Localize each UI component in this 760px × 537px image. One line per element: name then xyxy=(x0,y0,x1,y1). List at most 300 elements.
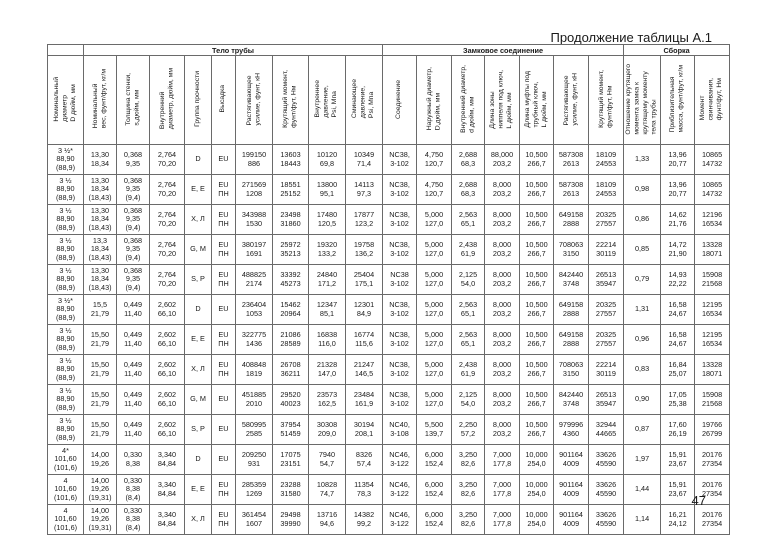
table-cell: 10,000 254,0 xyxy=(520,505,554,535)
section-assembly: Сборка xyxy=(624,45,730,56)
column-header-label: Крутящий момент, фунт/фут, Нм xyxy=(597,70,614,128)
column-header-label: Длина муфты под трубный ключ, L дюйм, мм xyxy=(523,70,548,128)
table-cell: NC38, 3-102 xyxy=(383,175,417,205)
column-header xyxy=(212,56,236,145)
table-cell: EU ПН xyxy=(212,205,236,235)
table-cell: 0,368 9,35 xyxy=(117,145,150,175)
table-cell: D xyxy=(185,295,212,325)
table-cell: 8,000 203,2 xyxy=(485,295,520,325)
table-cell: 5,000 127,0 xyxy=(417,235,452,265)
table-cell: 29498 39990 xyxy=(273,505,309,535)
table-row xyxy=(48,295,730,325)
table-cell: 343988 1530 xyxy=(236,205,273,235)
table-cell: 649158 2888 xyxy=(554,295,589,325)
table-cell: 14,72 21,90 xyxy=(661,235,695,265)
column-header-label: Внутренний диаметр, d дюйм, мм xyxy=(459,65,476,133)
table-cell: NC38, 3-102 xyxy=(383,325,417,355)
table-cell: 33392 45273 xyxy=(273,265,309,295)
section-empty-cell xyxy=(48,45,84,56)
table-cell: 361454 1607 xyxy=(236,505,273,535)
table-cell: G, M xyxy=(185,235,212,265)
table-cell: NC46, 3-122 xyxy=(383,475,417,505)
table-cell: 10,500 266,7 xyxy=(520,205,554,235)
table-row xyxy=(48,475,730,505)
table-cell: 22214 30119 xyxy=(589,235,624,265)
column-header-label: Растягивающее усилие, фунт, кН xyxy=(245,72,261,126)
table-cell: 2,602 66,10 xyxy=(150,415,185,445)
table-cell: 901164 4009 xyxy=(554,475,589,505)
table-cell: 3 ½ 88,90 (88,9) xyxy=(48,325,84,355)
table-cell: 0,368 9,35 (9,4) xyxy=(117,265,150,295)
column-header-label: Толщина стенки, s,дюйм, мм xyxy=(124,72,140,126)
table-cell: NC46, 3-122 xyxy=(383,445,417,475)
table-row xyxy=(48,325,730,355)
table-cell: EU ПН xyxy=(212,265,236,295)
table-cell: 18109 24553 xyxy=(589,145,624,175)
table-cell: NC38, 3-102 xyxy=(383,205,417,235)
table-cell: 14,93 22,22 xyxy=(661,265,695,295)
table-cell: 15908 21568 xyxy=(695,385,730,415)
table-cell: S, P xyxy=(185,415,212,445)
column-header xyxy=(695,56,730,145)
table-cell: 17075 23151 xyxy=(273,445,309,475)
table-cell: 7,000 177,8 xyxy=(485,505,520,535)
table-row xyxy=(48,145,730,175)
table-cell: 6,000 152,4 xyxy=(417,505,452,535)
table-cell: 5,000 127,0 xyxy=(417,355,452,385)
table-cell: 0,330 8,38 xyxy=(117,445,150,475)
table-cell: 1,31 xyxy=(624,295,661,325)
table-row xyxy=(48,355,730,385)
table-cell: 12195 16534 xyxy=(695,325,730,355)
table-cell: 10,500 266,7 xyxy=(520,355,554,385)
table-cell: 2,438 61,9 xyxy=(452,235,485,265)
table-cell: 13,30 18,34 (18,43) xyxy=(84,175,117,205)
column-header-label: Момент свинчивания, фунт/фут, Нм xyxy=(699,77,724,121)
column-header xyxy=(485,56,520,145)
table-cell: 0,449 11,40 xyxy=(117,355,150,385)
table-cell: 12196 16534 xyxy=(695,205,730,235)
table-cell: 23498 31860 xyxy=(273,205,309,235)
table-cell: 2,563 65,1 xyxy=(452,325,485,355)
table-cell: 4 101,60 (101,6) xyxy=(48,505,84,535)
table-cell: 322775 1436 xyxy=(236,325,273,355)
table-cell: 408848 1819 xyxy=(236,355,273,385)
column-header-label: Группа прочности xyxy=(193,71,201,127)
column-header-label: Номинальный вес, фунт/фут, кг/м xyxy=(91,69,107,129)
table-cell: 8,000 203,2 xyxy=(485,355,520,385)
table-cell: 4,750 120,7 xyxy=(417,175,452,205)
column-header xyxy=(309,56,346,145)
table-cell: 21086 28589 xyxy=(273,325,309,355)
table-row xyxy=(48,385,730,415)
column-header xyxy=(117,56,150,145)
table-cell: 0,85 xyxy=(624,235,661,265)
table-cell: 649158 2888 xyxy=(554,205,589,235)
table-cell: NC38, 3-102 xyxy=(383,145,417,175)
section-pipe-body: Тело трубы xyxy=(84,45,383,56)
table-cell: 0,449 11,40 xyxy=(117,385,150,415)
table-cell: 708063 3150 xyxy=(554,235,589,265)
table-cell: D xyxy=(185,445,212,475)
table-cell: 10828 74,7 xyxy=(309,475,346,505)
table-cell: NC38 3-102 xyxy=(383,265,417,295)
table-cell: 2,125 54,0 xyxy=(452,265,485,295)
table-cell: NC40, 3-108 xyxy=(383,415,417,445)
table-cell: 8,000 203,2 xyxy=(485,175,520,205)
column-header xyxy=(589,56,624,145)
table-cell: EU xyxy=(212,145,236,175)
table-cell: 10,500 266,7 xyxy=(520,415,554,445)
table-cell: 2,764 70,20 xyxy=(150,145,185,175)
table-cell: 3,340 84,84 xyxy=(150,505,185,535)
table-body xyxy=(48,145,730,535)
table-cell: 2,602 66,10 xyxy=(150,355,185,385)
table-cell: 23288 31580 xyxy=(273,475,309,505)
table-cell: 13800 95,1 xyxy=(309,175,346,205)
table-cell: 33626 45590 xyxy=(589,475,624,505)
table-cell: 3,340 84,84 xyxy=(150,475,185,505)
table-cell: 14113 97,3 xyxy=(346,175,383,205)
table-cell: 19320 133,2 xyxy=(309,235,346,265)
column-header-label: Наружный диаметр, D,дюйм, мм xyxy=(425,67,442,131)
table-cell: 20176 27354 xyxy=(695,445,730,475)
table-cell: 587308 2613 xyxy=(554,145,589,175)
table-cell: 2,688 68,3 xyxy=(452,145,485,175)
table-cell: 1,33 xyxy=(624,145,661,175)
table-cell: 7,000 177,8 xyxy=(485,475,520,505)
table-cell: 5,000 127,0 xyxy=(417,295,452,325)
table-cell: NC46, 3-122 xyxy=(383,505,417,535)
table-cell: EU xyxy=(212,445,236,475)
table-row xyxy=(48,235,730,265)
table-cell: 8326 57,4 xyxy=(346,445,383,475)
table-cell: 14,62 21,76 xyxy=(661,205,695,235)
column-header xyxy=(48,56,84,145)
table-cell: 8,000 203,2 xyxy=(485,205,520,235)
table-cell: 2,764 70,20 xyxy=(150,265,185,295)
table-cell: 17877 123,2 xyxy=(346,205,383,235)
table-cell: 0,330 8,38 (8,4) xyxy=(117,505,150,535)
column-header xyxy=(383,56,417,145)
table-cell: 3 ½ 88,90 (88,9) xyxy=(48,205,84,235)
table-cell: 26513 35947 xyxy=(589,265,624,295)
table-cell: EU ПН xyxy=(212,325,236,355)
table-cell: 23484 161,9 xyxy=(346,385,383,415)
table-cell: 4* 101,60 (101,6) xyxy=(48,445,84,475)
table-cell: 1,14 xyxy=(624,505,661,535)
column-header-label: Высадка xyxy=(219,85,227,113)
table-cell: 1,97 xyxy=(624,445,661,475)
table-cell: 20325 27557 xyxy=(589,325,624,355)
table-cell: 2,125 54,0 xyxy=(452,385,485,415)
table-cell: 29520 40023 xyxy=(273,385,309,415)
table-cell: 8,000 203,2 xyxy=(485,325,520,355)
table-cell: 13,30 18,34 xyxy=(84,145,117,175)
table-cell: NC38, 3-102 xyxy=(383,295,417,325)
table-cell: 236404 1053 xyxy=(236,295,273,325)
table-row xyxy=(48,175,730,205)
table-cell: 14382 99,2 xyxy=(346,505,383,535)
table-cell: 649158 2888 xyxy=(554,325,589,355)
table-cell: 0,90 xyxy=(624,385,661,415)
table-cell: 20325 27557 xyxy=(589,295,624,325)
table-cell: 13716 94,6 xyxy=(309,505,346,535)
table-cell: 3 ½ 88,90 (88,9) xyxy=(48,415,84,445)
table-cell: NC38, 3-102 xyxy=(383,385,417,415)
table-cell: 3 ½ 88,90 (88,9) xyxy=(48,385,84,415)
column-header xyxy=(417,56,452,145)
column-header-label: Длина зоны ниппеля под ключ, L дюйм, мм xyxy=(489,69,514,129)
table-cell: 2,438 61,9 xyxy=(452,355,485,385)
table-cell: 21328 147,0 xyxy=(309,355,346,385)
table-cell: EU ПН xyxy=(212,355,236,385)
table-cell: NC38, 3-102 xyxy=(383,355,417,385)
table-cell: EU ПН xyxy=(212,175,236,205)
table-cell: 3 ½ 88,90 (88,9) xyxy=(48,235,84,265)
table-cell: 12195 16534 xyxy=(695,295,730,325)
table-cell: EU xyxy=(212,415,236,445)
column-header-label: Соединение xyxy=(395,79,403,119)
table-row xyxy=(48,265,730,295)
table-cell: 15,50 21,79 xyxy=(84,325,117,355)
table-cell: 0,79 xyxy=(624,265,661,295)
table-cell: 25972 35213 xyxy=(273,235,309,265)
table-cell: 0,449 11,40 xyxy=(117,415,150,445)
table-cell: 6,000 152,4 xyxy=(417,445,452,475)
table-cell: 88,000 203,2 xyxy=(485,145,520,175)
column-header xyxy=(520,56,554,145)
table-cell: 10,500 266,7 xyxy=(520,295,554,325)
table-cell: 0,368 9,35 (9,4) xyxy=(117,235,150,265)
table-cell: Е, Е xyxy=(185,475,212,505)
table-cell: 21247 146,5 xyxy=(346,355,383,385)
table-cell: 14,00 19,26 xyxy=(84,445,117,475)
table-cell: 3,340 84,84 xyxy=(150,445,185,475)
table-cell: 12301 84,9 xyxy=(346,295,383,325)
table-cell: 2,602 66,10 xyxy=(150,325,185,355)
table-cell: 0,330 8,38 (8,4) xyxy=(117,475,150,505)
table-cell: 271569 1208 xyxy=(236,175,273,205)
table-cell: 15462 20964 xyxy=(273,295,309,325)
table-cell: 2,602 66,10 xyxy=(150,385,185,415)
table-cell: 0,368 9,35 (9,4) xyxy=(117,175,150,205)
table-cell: 30194 208,1 xyxy=(346,415,383,445)
column-header xyxy=(346,56,383,145)
column-header-label: Отношение крутящего момента замка к крутящему моменту тела трубы xyxy=(625,63,658,135)
table-cell: 3 ½ 88,90 (88,9) xyxy=(48,355,84,385)
column-header xyxy=(150,56,185,145)
table-cell: 2,688 68,3 xyxy=(452,175,485,205)
table-cell: 0,449 11,40 xyxy=(117,325,150,355)
table-cell: 17480 120,5 xyxy=(309,205,346,235)
table-cell: 16,84 25,07 xyxy=(661,355,695,385)
table-cell: 10,500 266,7 xyxy=(520,385,554,415)
table-cell: 15,5 21,79 xyxy=(84,295,117,325)
table-cell: 17,60 26,19 xyxy=(661,415,695,445)
table-cell: 7,000 177,8 xyxy=(485,445,520,475)
table-cell: 5,500 139,7 xyxy=(417,415,452,445)
table-cell: 15,50 21,79 xyxy=(84,385,117,415)
table-cell: 10,000 254,0 xyxy=(520,475,554,505)
table-cell: 10,500 266,7 xyxy=(520,145,554,175)
table-cell: 1,44 xyxy=(624,475,661,505)
table-cell: 10,500 266,7 xyxy=(520,235,554,265)
table-cell: 22214 30119 xyxy=(589,355,624,385)
table-cell: 10,500 266,7 xyxy=(520,325,554,355)
table-cell: 15,50 21,79 xyxy=(84,415,117,445)
table-cell: 5,000 127,0 xyxy=(417,265,452,295)
table-cell: Е, Е xyxy=(185,175,212,205)
table-cell: 3,250 82,6 xyxy=(452,505,485,535)
column-header-label: Растягивающее усилие, фунт, кН xyxy=(562,72,579,126)
table-cell: 19766 26799 xyxy=(695,415,730,445)
table-cell: 13,96 20,77 xyxy=(661,175,695,205)
table-cell: 2,563 65,1 xyxy=(452,205,485,235)
table-cell: 8,000 203,2 xyxy=(485,235,520,265)
table-cell: Х, Л xyxy=(185,505,212,535)
table-cell: 842440 3748 xyxy=(554,265,589,295)
table-cell: 37954 51459 xyxy=(273,415,309,445)
table-cell: 15,91 23,67 xyxy=(661,475,695,505)
table-cell: 13,96 20,77 xyxy=(661,145,695,175)
table-cell: 12347 85,1 xyxy=(309,295,346,325)
table-cell: 842440 3748 xyxy=(554,385,589,415)
table-cell: 10865 14732 xyxy=(695,175,730,205)
column-header xyxy=(554,56,589,145)
table-cell: 0,98 xyxy=(624,175,661,205)
table-cell: 19758 136,2 xyxy=(346,235,383,265)
table-cell: 6,000 152,4 xyxy=(417,475,452,505)
table-cell: 0,87 xyxy=(624,415,661,445)
table-cell: 25404 175,1 xyxy=(346,265,383,295)
table-cell: 15,91 23,67 xyxy=(661,445,695,475)
table-cell: 3 ½ 88,90 (88,9) xyxy=(48,175,84,205)
table-cell: G, M xyxy=(185,385,212,415)
table-cell: 26513 35947 xyxy=(589,385,624,415)
pipe-spec-table xyxy=(47,44,730,535)
table-cell: 13,3 18,34 (18,43) xyxy=(84,235,117,265)
table-cell: 10120 69,8 xyxy=(309,145,346,175)
table-cell: 18109 24553 xyxy=(589,175,624,205)
column-header-row xyxy=(48,56,730,145)
table-cell: 33626 45590 xyxy=(589,505,624,535)
table-row xyxy=(48,505,730,535)
table-cell: 901164 4009 xyxy=(554,505,589,535)
table-cell: 18551 25152 xyxy=(273,175,309,205)
column-header xyxy=(273,56,309,145)
section-tool-joint: Замковое соединение xyxy=(383,45,624,56)
table-cell: 10,500 266,7 xyxy=(520,265,554,295)
table-cell: 11354 78,3 xyxy=(346,475,383,505)
table-cell: 580995 2585 xyxy=(236,415,273,445)
table-cell: 13,30 18,34 (18,43) xyxy=(84,205,117,235)
table-cell: 488825 2174 xyxy=(236,265,273,295)
table-cell: 2,764 70,20 xyxy=(150,205,185,235)
table-cell: 0,86 xyxy=(624,205,661,235)
table-cell: 14,00 19,26 (19,31) xyxy=(84,475,117,505)
table-cell: 7940 54,7 xyxy=(309,445,346,475)
column-header xyxy=(185,56,212,145)
column-header xyxy=(661,56,695,145)
table-cell: 587308 2613 xyxy=(554,175,589,205)
table-cell: EU xyxy=(212,295,236,325)
table-cell: 32944 44665 xyxy=(589,415,624,445)
table-cell: 16774 115,6 xyxy=(346,325,383,355)
table-cell: D xyxy=(185,145,212,175)
table-cell: 16838 116,0 xyxy=(309,325,346,355)
table-cell: 13328 18071 xyxy=(695,355,730,385)
table-cell: EU ПН xyxy=(212,505,236,535)
table-cell: NC38, 3-102 xyxy=(383,235,417,265)
table-cell: 26708 36211 xyxy=(273,355,309,385)
table-cell: EU ПН xyxy=(212,475,236,505)
table-cell: 0,83 xyxy=(624,355,661,385)
table-cell: 3,250 82,6 xyxy=(452,475,485,505)
column-header xyxy=(452,56,485,145)
table-cell: 20176 27354 xyxy=(695,475,730,505)
table-cell: 33626 45590 xyxy=(589,445,624,475)
table-cell: Х, Л xyxy=(185,205,212,235)
table-cell: 0,368 9,35 (9,4) xyxy=(117,205,150,235)
table-cell: 10,500 266,7 xyxy=(520,175,554,205)
table-cell: 13,30 18,34 (18,43) xyxy=(84,265,117,295)
table-cell: 3 ½* 88,90 (88,9) xyxy=(48,145,84,175)
column-header-label: Сминающее давление, Psi, Mпа xyxy=(351,79,376,119)
table-cell: 285359 1269 xyxy=(236,475,273,505)
table-cell: EU xyxy=(212,385,236,415)
table-cell: Е, Е xyxy=(185,325,212,355)
column-header xyxy=(624,56,661,145)
column-header xyxy=(84,56,117,145)
table-cell: 2,602 66,10 xyxy=(150,295,185,325)
table-cell: 8,000 203,2 xyxy=(485,265,520,295)
table-cell: 13328 18071 xyxy=(695,235,730,265)
table-caption: Продолжение таблицы А.1 xyxy=(550,30,712,45)
table-cell: 2,563 65,1 xyxy=(452,295,485,325)
table-cell: 3 ½* 88,90 (88,9) xyxy=(48,295,84,325)
table-cell: 10,000 254,0 xyxy=(520,445,554,475)
table-cell: 2,250 57,2 xyxy=(452,415,485,445)
table-cell: 24840 171,2 xyxy=(309,265,346,295)
page-number: 47 xyxy=(691,493,706,508)
table-cell: 8,000 203,2 xyxy=(485,415,520,445)
table-cell: 2,764 70,20 xyxy=(150,175,185,205)
table-cell: 15,50 21,79 xyxy=(84,355,117,385)
table-cell: 17,05 25,38 xyxy=(661,385,695,415)
table-cell: 380197 1691 xyxy=(236,235,273,265)
table-cell: 901164 4009 xyxy=(554,445,589,475)
table-cell: Х, Л xyxy=(185,355,212,385)
table-cell: 4,750 120,7 xyxy=(417,145,452,175)
table-row xyxy=(48,415,730,445)
column-header-label: Номинальный диаметр D дюйм, мм xyxy=(52,76,77,122)
column-header xyxy=(236,56,273,145)
table-cell: 15908 21568 xyxy=(695,265,730,295)
table-cell: 10349 71,4 xyxy=(346,145,383,175)
table-cell: 209250 931 xyxy=(236,445,273,475)
column-header-label: Крутящий момент, фунт/фут, Нм xyxy=(282,70,298,128)
table-cell: S, P xyxy=(185,265,212,295)
table-cell: 0,96 xyxy=(624,325,661,355)
table-cell: 14,00 19,26 (19,31) xyxy=(84,505,117,535)
table-cell: 16,21 24,12 xyxy=(661,505,695,535)
table-cell: 16,58 24,67 xyxy=(661,295,695,325)
table-cell: 3 ½ 88,90 (88,9) xyxy=(48,265,84,295)
table-cell: 3,250 82,6 xyxy=(452,445,485,475)
table-cell: 2,764 70,20 xyxy=(150,235,185,265)
table-cell: 0,449 11,40 xyxy=(117,295,150,325)
